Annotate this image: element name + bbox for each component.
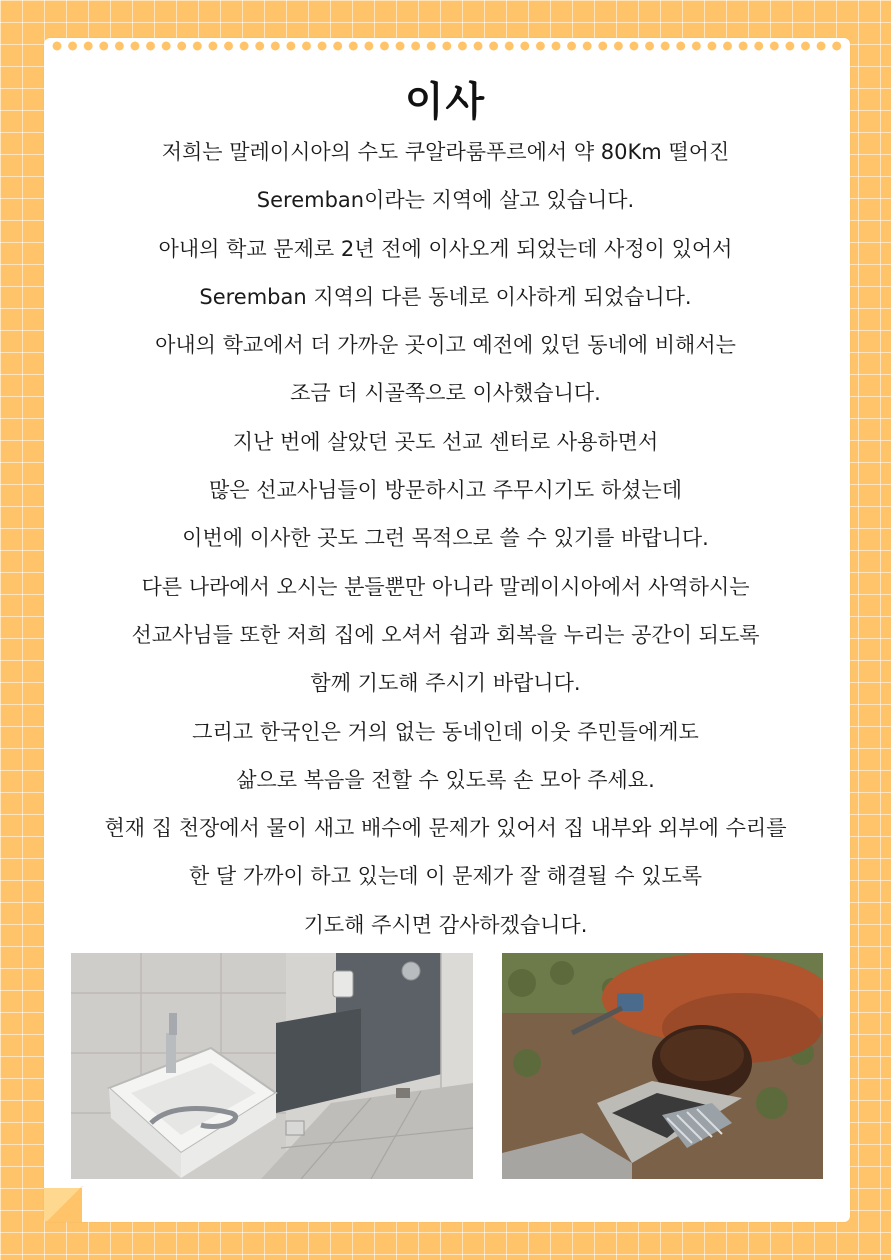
- text-line: 함께 기도해 주시기 바랍니다.: [310, 671, 581, 696]
- bathroom-repair-photo: [71, 953, 473, 1179]
- text-line: 이번에 이사한 곳도 그런 목적으로 쓸 수 있기를 바랍니다.: [182, 526, 709, 551]
- text-line: 아내의 학교에서 더 가까운 곳이고 예전에 있던 동네에 비해서는: [155, 333, 736, 358]
- text-line: Seremban이라는 지역에 살고 있습니다.: [256, 188, 635, 213]
- text-line: 조금 더 시골쪽으로 이사했습니다.: [290, 381, 601, 406]
- letter-body: [50, 128, 841, 949]
- perforated-edge: [52, 41, 842, 51]
- excavation-repair-photo: [502, 953, 823, 1179]
- text-line: 한 달 가까이 하고 있는데 이 문제가 잘 해결될 수 있도록: [188, 864, 703, 889]
- text-line: 많은 선교사님들이 방문하시고 주무시기도 하셨는데: [209, 478, 682, 503]
- page-fold-corner: [44, 1188, 82, 1222]
- text-line: 다른 나라에서 오시는 분들뿐만 아니라 말레이시아에서 사역하시는: [141, 574, 750, 599]
- text-line: 지난 번에 살았던 곳도 선교 센터로 사용하면서: [232, 429, 659, 454]
- text-line: 그리고 한국인은 거의 없는 동네인데 이웃 주민들에게도: [192, 719, 699, 744]
- page-title: 이사: [404, 79, 487, 125]
- text-line: Seremban 지역의 다른 동네로 이사하게 되었습니다.: [199, 284, 692, 309]
- text-line: 현재 집 천장에서 물이 새고 배수에 문제가 있어서 집 내부와 외부에 수리를: [104, 816, 787, 841]
- text-line: 선교사님들 또한 저희 집에 오셔서 쉼과 회복을 누리는 공간이 되도록: [131, 622, 760, 647]
- text-line: 삶으로 복음을 전할 수 있도록 손 모아 주세요.: [236, 767, 655, 792]
- text-line: 저희는 말레이시아의 수도 쿠알라룸푸르에서 약 80Km 떨어진: [161, 140, 730, 164]
- text-line: 기도해 주시면 감사하겠습니다.: [303, 912, 588, 937]
- text-line: 아내의 학교 문제로 2년 전에 이사오게 되었는데 사정이 있어서: [158, 236, 733, 261]
